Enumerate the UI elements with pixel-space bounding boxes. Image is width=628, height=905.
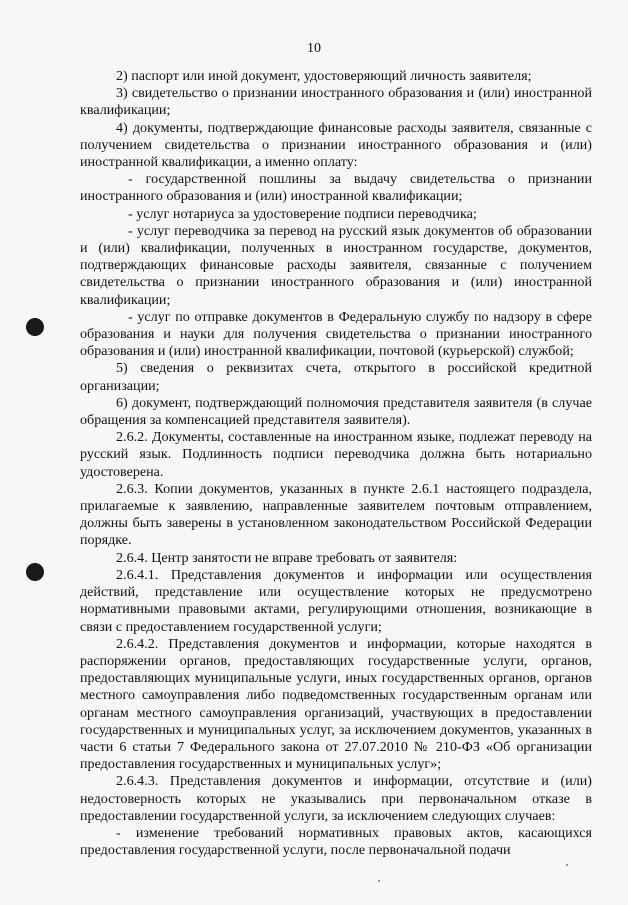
paragraph-2-6-4: 2.6.4. Центр занятости не вправе требовать от заявителя:	[116, 549, 458, 566]
list-item-postal: - услуг по отправке документов в Федеральную службу по надзору в сфере образования и науки для получения свидетельства о признании иностранного образования и (или) иностранной квалификации, почтовой (курьерской) службой;	[80, 308, 592, 360]
punch-hole-mark	[26, 563, 44, 581]
list-item-translator: - услуг переводчика за перевод на русский язык документов об образовании и (или) квалификации, полученных в иностранном государстве, документов, подтверждающих финансовые расходы заявителя, связанные с получением свидетельства о признании иностранного образования и (или) иностранной квалификации;	[80, 222, 592, 308]
paragraph-2-6-2: 2.6.2. Документы, составленные на иностранном языке, подлежат переводу на русский язык. Подлинность подписи переводчика должна быть нотариально удостоверена.	[80, 429, 592, 480]
page-number: 10	[307, 41, 321, 56]
paragraph-item-3: 3) свидетельство о признании иностранного образования и (или) иностранной квалификации;	[80, 85, 592, 119]
punch-hole-mark	[26, 318, 44, 336]
paragraph-item-4: 4) документы, подтверждающие финансовые расходы заявителя, связанные с получением свидетельства о признании иностранного образования и (или) иностранной квалификации, а именно оплату:	[80, 119, 592, 171]
paragraph-item-2: 2) паспорт или иной документ, удостоверяющий личность заявителя;	[116, 68, 532, 84]
scan-speck	[566, 864, 568, 866]
paragraph-2-6-4-2: 2.6.4.2. Представления документов и информации, которые находятся в распоряжении органов, предоставляющих государственные услуги, органов, предоставляющих муниципальные услуги, иных государственных органов, органов местного самоуправления либо подведомственных государственным органам или органам местного самоуправления организаций, участвующих в предоставлении государственных и муниципальных услуг, за исключением документов, указанных в части 6 статьи 7 Федерального закона от 27.07.2010 № 210-ФЗ «Об организации предоставления государственных и муниципальных услуг»;	[80, 635, 592, 773]
paragraph-item-5: 5) сведения о реквизитах счета, открытого в российской кредитной организации;	[80, 360, 592, 394]
list-item-state-fee: - государственной пошлины за выдачу свидетельства о признании иностранного образования и (или) иностранной квалификации;	[80, 171, 592, 205]
scan-speck	[378, 880, 380, 882]
paragraph-2-6-4-3: 2.6.4.3. Представления документов и информации, отсутствие и (или) недостоверность которых не указывались при первоначальном отказе в предоставлении государственной услуги, за исключением следующих случаев:	[80, 773, 592, 824]
paragraph-item-6: 6) документ, подтверждающий полномочия представителя заявителя (в случае обращения за компенсацией представителя заявителя).	[80, 394, 592, 429]
paragraph-2-6-3: 2.6.3. Копии документов, указанных в пункте 2.6.1 настоящего подраздела, прилагаемые к заявлению, направленные заявителем почтовым отправлением, должны быть заверены в установленном законодательством Российской Федерации порядке.	[80, 480, 592, 549]
list-item-requirements-change: - изменение требований нормативных правовых актов, касающихся предоставления государственной услуги, после первоначальной подачи	[80, 824, 592, 859]
document-body	[80, 68, 592, 859]
list-item-notary: - услуг нотариуса за удостоверение подписи переводчика;	[128, 205, 477, 222]
paragraph-2-6-4-1: 2.6.4.1. Представления документов и информации или осуществления действий, представление или осуществление которых не предусмотрено нормативными правовыми актами, регулирующими отношения, возникающие в связи с предоставлением государственной услуги;	[80, 566, 592, 635]
